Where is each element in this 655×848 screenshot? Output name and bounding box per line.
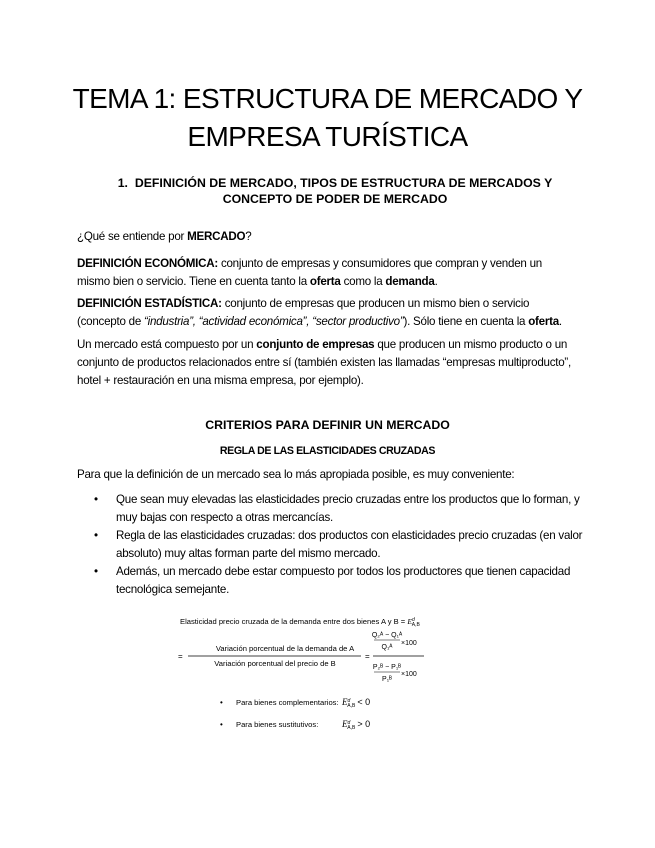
def-economica-text-2: como la: [340, 275, 386, 288]
def-estadistica-label: DEFINICIÓN ESTADÍSTICA:: [77, 297, 222, 310]
def-economica-text-3: .: [434, 275, 438, 288]
formula-numerator: Variación porcentual de la demanda de A: [215, 644, 355, 653]
formula-line-1: Elasticidad precio cruzada de la demanda entre dos bienes A y $B = E^d$ A,B: [180, 617, 420, 628]
frac1-times100: ×100: [401, 640, 417, 647]
complementarios-bullet-icon: •: [220, 698, 223, 707]
question-paragraph: [77, 228, 577, 246]
list-item: [94, 491, 584, 527]
def-estadistica-bold-1: oferta: [528, 315, 559, 328]
def-estadistica-italic: “industria”, “actividad económica”, “sector productivo”: [144, 315, 404, 328]
section-heading-line-1: [70, 175, 600, 191]
def-estadistica-text-3: .: [558, 315, 562, 328]
title-line-1: TEMA 1: ESTRUCTURA DE MERCADO Y: [72, 83, 583, 114]
question-prefix: ¿Qué se entiende por: [77, 230, 188, 243]
frac2-top: P₂ᴮ − P₁ᴮ: [372, 664, 402, 671]
bullet-icon: •: [94, 565, 98, 578]
def-economica-label: DEFINICIÓN ECONÓMICA:: [77, 257, 218, 270]
bullet-text: Regla de las elasticidades cruzadas: dos productos con elasticidades precio cruzadas (en valor absoluto) muy altas forman parte del mismo mercado.: [116, 529, 583, 560]
criterios-intro: Para que la definición de un mercado sea lo más apropiada posible, es muy conveniente:: [77, 468, 515, 481]
def-estadistica-paragraph: [77, 295, 577, 331]
def-estadistica-text-2: ). Sólo tiene en cuenta la: [403, 315, 529, 328]
bullet-text: Que sean muy elevadas las elasticidades precio cruzadas entre los productos que lo forman, y muy bajas con respecto a otras mercancías.: [116, 493, 580, 524]
question-term: MERCADO: [187, 230, 246, 243]
section-number: 1.: [117, 176, 128, 190]
frac2-times100: ×100: [401, 671, 417, 678]
bullet-icon: •: [94, 529, 98, 542]
bullet-icon: •: [94, 493, 98, 506]
complementarios-label: Para bienes complementarios:: [236, 698, 339, 707]
def-economica-bold-2: demanda: [385, 275, 435, 288]
def-economica-bold-1: oferta: [309, 275, 341, 288]
mercado-bold-1: conjunto de empresas: [256, 338, 375, 351]
def-economica-paragraph: [77, 255, 577, 291]
sustitutivos-bullet-icon: •: [220, 720, 223, 729]
section-heading-line-2: CONCEPTO DE PODER DE MERCADO: [222, 192, 448, 206]
document-title: [40, 80, 615, 156]
formula-equals-2: =: [365, 652, 370, 661]
def-estadistica-text-1: conjunto de empresas que producen un mismo bien o servicio (concepto de: [77, 297, 530, 328]
bullet-text: Además, un mercado debe estar compuesto por todos los productores que tienen capacidad tecnológica semejante.: [116, 565, 571, 596]
def-economica-text-1: conjunto de empresas y consumidores que compran y venden un mismo bien o servicio. Tiene en cuenta tanto la: [77, 257, 542, 288]
sustitutivos-label: Para bienes sustitutivos:: [236, 720, 319, 729]
list-item: [94, 563, 584, 599]
mercado-paragraph: [77, 336, 577, 390]
frac1-bottom: Q₁ᴬ: [381, 644, 393, 651]
elasticity-formula-figure: [178, 612, 488, 737]
section-heading: [70, 175, 600, 207]
frac1-top: Q₂ᴬ − Q₁ᴬ: [371, 632, 403, 639]
criterios-bullet-list: [94, 491, 584, 599]
formula-equals: =: [178, 652, 183, 661]
regla-heading: REGLA DE LAS ELASTICIDADES CRUZADAS: [219, 445, 436, 457]
sustitutivos-relation: $E^d$ A,B > 0: [342, 719, 371, 731]
list-item: [94, 527, 584, 563]
mercado-text-2: que producen un mismo producto o un conjunto de productos relacionados entre sí (también existen las llamadas “empresas multiproducto”, hotel + restauración en una misma empresa, por ejemplo).: [77, 338, 572, 387]
question-suffix: ?: [245, 230, 252, 243]
formula-denominator: Variación porcentual del precio de B: [214, 659, 336, 668]
criterios-heading: CRITERIOS PARA DEFINIR UN MERCADO: [205, 418, 450, 432]
complementarios-relation: $E^d$ A,B < 0: [342, 697, 371, 709]
title-line-2: EMPRESA TURÍSTICA: [187, 121, 468, 152]
section-heading-text-1: DEFINICIÓN DE MERCADO, TIPOS DE ESTRUCTURA DE MERCADOS Y: [134, 176, 553, 190]
mercado-text-1: Un mercado está compuesto por un: [77, 338, 257, 351]
frac2-bottom: P₁ᴮ: [382, 676, 392, 683]
